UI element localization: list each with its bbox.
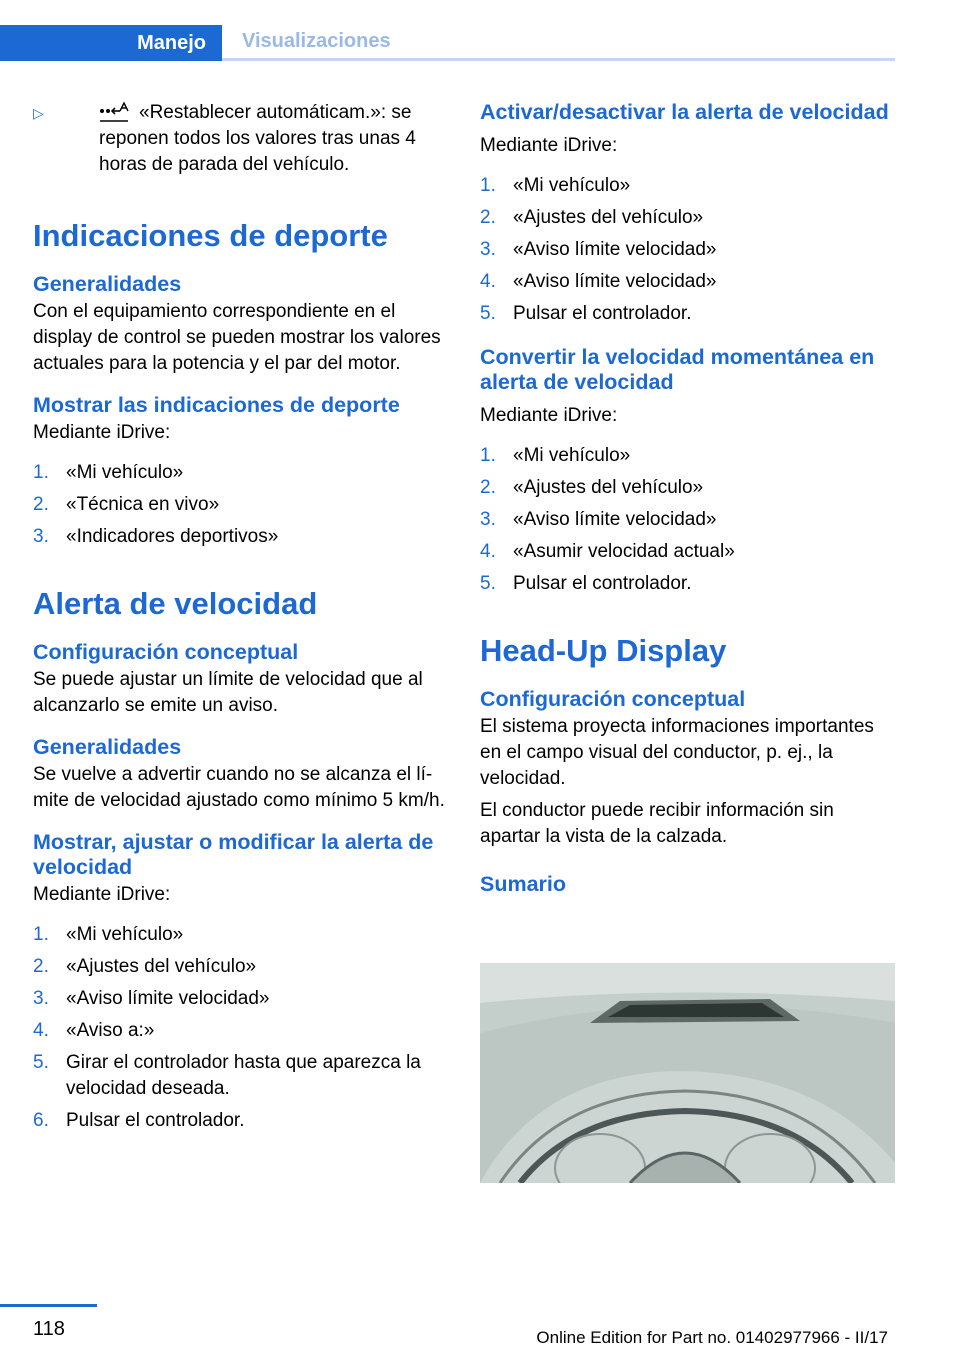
list-speed-steps <box>33 922 448 1134</box>
paragraph-idrive-2: Mediante iDrive: <box>33 884 171 905</box>
paragraph-idrive-3: Mediante iDrive: <box>480 135 618 156</box>
reset-bullet-text: «Restablecer automáticam.»: se reponen todos los valores tras unas 4 horas de parada del vehículo. <box>99 102 416 175</box>
list-item: 2. «Ajustes del vehículo» <box>480 477 704 498</box>
reset-auto-icon <box>99 102 129 132</box>
list-item: 5. Girar el controlador hasta que aparezca la velocidad deseada. <box>33 1052 421 1099</box>
footer-accent-line <box>0 1304 97 1307</box>
list-item: 4. «Asumir velocidad actual» <box>480 541 735 562</box>
list-item: 3. «Indicadores deportivos» <box>33 526 279 547</box>
list-item: 1. «Mi vehículo» <box>33 462 184 483</box>
subheading-convert-speed: Convertir la velocidad momentánea en alerta de velocidad <box>480 345 875 394</box>
right-column <box>480 100 898 897</box>
tab-visualizaciones[interactable]: Visualizaciones <box>222 25 895 61</box>
page-number: 118 <box>33 1318 65 1340</box>
section-title-sport: Indicaciones de deporte <box>33 218 388 253</box>
subheading-generalidades: Generalidades <box>33 272 182 296</box>
tab-manejo[interactable]: Manejo <box>0 25 222 61</box>
list-item: 4. «Aviso a:» <box>33 1020 155 1041</box>
edition-text: Online Edition for Part no. 01402977966 - II/17 <box>536 1328 888 1347</box>
section-title-speed-alert: Alerta de velocidad <box>33 586 318 621</box>
hud-dashboard-illustration <box>480 963 895 1183</box>
list-item: 3. «Aviso límite velocidad» <box>480 509 717 530</box>
list-sport-steps <box>33 460 448 550</box>
list-item: 2. «Ajustes del vehículo» <box>33 956 257 977</box>
paragraph-speed-general: Se vuelve a advertir cuando no se alcanza el límite de velocidad ajustado como mínimo 5 km/h. <box>33 764 445 811</box>
subheading-show-sport: Mostrar las indicaciones de deporte <box>33 393 400 417</box>
list-item: 5. Pulsar el controlador. <box>480 573 692 594</box>
subheading-sumario: Sumario <box>480 872 567 896</box>
paragraph-sport-general: Con el equipamiento correspondiente en el display de control se pueden mostrar los valores actuales para la potencia y el par del motor. <box>33 301 441 374</box>
paragraph-speed-config: Se puede ajustar un límite de velocidad que al alcanzarlo se emite un aviso. <box>33 669 423 716</box>
paragraph-hud-2: El conductor puede recibir información sin apartar la vista de la calzada. <box>480 800 834 847</box>
list-item: 6. Pulsar el controlador. <box>33 1110 245 1131</box>
list-item: 1. «Mi vehículo» <box>480 175 631 196</box>
dashboard-drawing <box>480 963 895 1183</box>
triangle-bullet-icon: ▷ <box>33 105 44 121</box>
list-item: 5. Pulsar el controlador. <box>480 303 692 324</box>
section-title-hud: Head-Up Display <box>480 633 727 668</box>
list-item: 1. «Mi vehículo» <box>33 924 184 945</box>
subheading-generalidades-2: Generalidades <box>33 735 182 759</box>
paragraph-hud-1: El sistema proyecta informaciones importantes en el campo visual del conductor, p. ej., la velocidad. <box>480 716 874 789</box>
reset-bullet <box>33 100 448 178</box>
list-item: 4. «Aviso límite velocidad» <box>480 271 717 292</box>
list-item: 2. «Ajustes del vehículo» <box>480 207 704 228</box>
paragraph-idrive: Mediante iDrive: <box>33 422 171 443</box>
paragraph-idrive-4: Mediante iDrive: <box>480 405 618 426</box>
left-column <box>33 100 448 1140</box>
list-item: 3. «Aviso límite velocidad» <box>480 239 717 260</box>
list-toggle-steps <box>480 173 898 327</box>
subheading-config-hud: Configuración conceptual <box>480 687 746 711</box>
subheading-config: Configuración conceptual <box>33 640 299 664</box>
list-item: 2. «Técnica en vivo» <box>33 494 220 515</box>
list-item: 3. «Aviso límite velocidad» <box>33 988 270 1009</box>
header-tabs <box>0 25 895 61</box>
subheading-toggle-alert: Activar/desactivar la alerta de velocidad <box>480 100 889 124</box>
subheading-show-adjust: Mostrar, ajustar o modificar la alerta de velocidad <box>33 830 434 879</box>
list-convert-steps <box>480 443 898 597</box>
list-item: 1. «Mi vehículo» <box>480 445 631 466</box>
